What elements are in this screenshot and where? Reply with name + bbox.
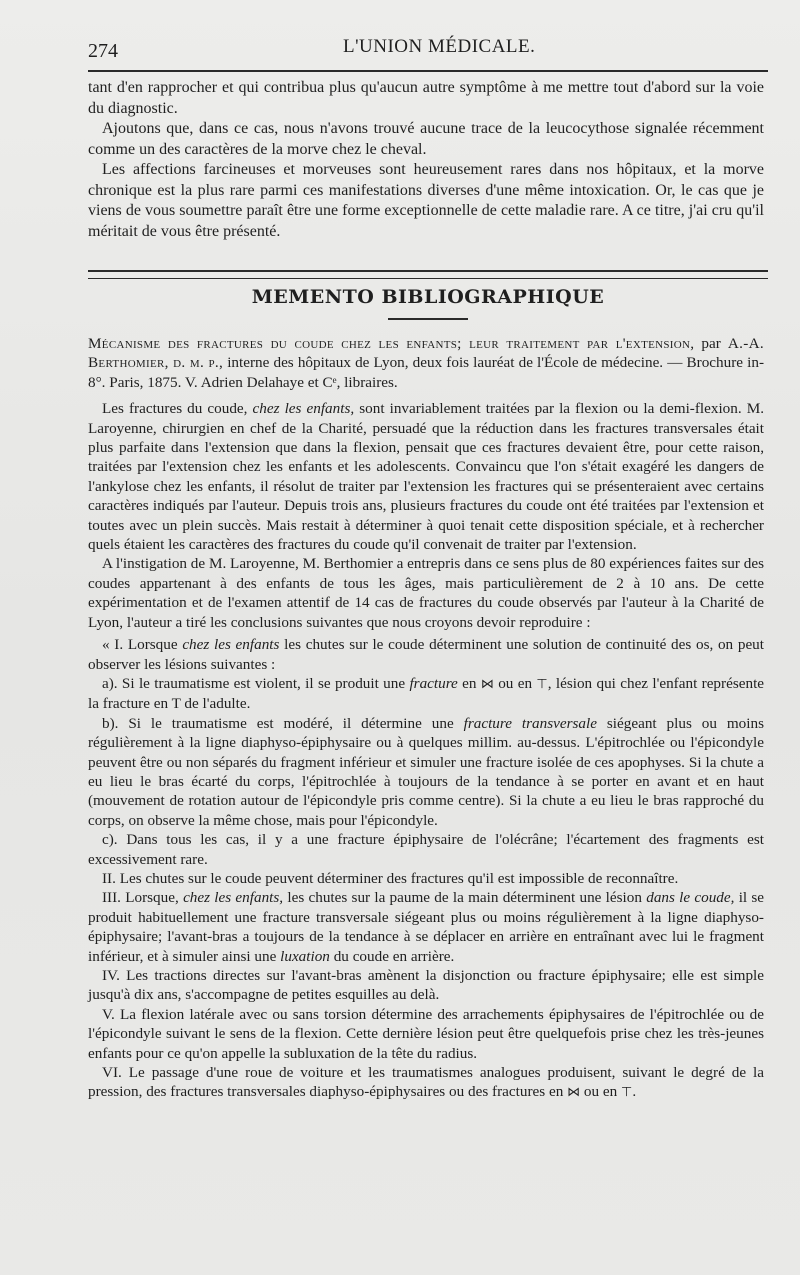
paragraph: Les affections farcineuses et morveuses sont heureusement rares dans nos hôpitaux, et la morve chronique est la plus rare parmi ces manifestations diverses d'une même intoxication. Or, le cas que je viens de vous soumettre paraît être une forme exceptionnelle de cette maladie rare. A ce titre, j'ai cru qu'il méritait de vous être présenté. xyxy=(88,161,764,240)
heading-underline xyxy=(388,318,468,320)
book-author: A.-A. Berthomier, d. m. p., xyxy=(88,335,764,372)
t-fracture-symbol: ⊤ xyxy=(536,676,548,692)
book-details: interne des hôpitaux de Lyon, deux fois lauréat de l'École de médecine. — Brochure in-8°. Paris, 1875. V. Adrien Delahaye et Cᵉ, libraires. xyxy=(88,354,764,391)
conclusion-v: V. La flexion latérale avec ou sans torsion détermine des arrachements épiphysaires de l'épitrochlée ou de l'épicondyle suivant le sens de la flexion. Cette dernière lésion peut être quelquefois prise chez les très-jeunes enfants pour ce qu'on appelle la subluxation de la tête du radius. xyxy=(88,1005,764,1062)
conclusion-b: b). Si le traumatisme est modéré, il détermine une fracture transversale siégeant plus ou moins régulièrement à la ligne diaphyso-épiphysaire ou à quelques millim. au-dessus. L'épitrochlée ou l'épicondyle peuvent être ou non séparés du fragment inférieur et simuler une fracture isolée de ces apophyses. Si la chute a eu lieu le bras écarté du corps, l'épitrochlée à toujours de la tendance à se porter en avant et en haut (mouvement de rotation autour de l'épicondyle pris comme centre). Si la chute a eu lieu le bras rapproché du corps, on observe la même chose, mais pour l'épicondyle. xyxy=(88,714,764,829)
conclusion-iv: IV. Les tractions directes sur l'avant-bras amènent la disjonction ou fracture épiphysaire; elle est simple jusqu'à dix ans, s'accompagne de petites esquilles au delà. xyxy=(88,967,764,1004)
conclusion-ii: II. Les chutes sur le coude peuvent déterminer des fractures qu'il est impossible de reconnaître. xyxy=(102,869,679,887)
t-fracture-symbol: ⊤ xyxy=(621,1085,633,1101)
paragraph: tant d'en rapprocher et qui contribua plus qu'aucun autre symptôme à me mettre tout d'abord sur la voie du diagnostic. xyxy=(88,79,764,117)
paragraph: A l'instigation de M. Laroyenne, M. Berthomier a entrepris dans ce sens plus de 80 expériences faites sur des coudes appartenant à des enfants de tous les âges, mais particulièrement de 2 à 10 ans. De cette expérimentation et de l'examen attentif de 14 cas de fractures du coude observés par l'auteur à la Charité de Lyon, l'auteur a tiré les conclusions suivantes que nous croyons devoir reproduire : xyxy=(88,555,764,631)
paragraph: Les fractures du coude, chez les enfants, sont invariablement traitées par la flexion ou la demi-flexion. M. Laroyenne, chirurgien en chef de la Charité, persuadé que la réduction dans les fractures transversales était plus parfaite dans l'extension que dans la flexion, pensait que ces fractures devaient être, pour cette raison, traitées par l'extension chez les enfants et les adolescents. Convaincu que l'on s'était exagéré les dangers de l'ankylose chez les enfants, il résolut de traiter par l'extension les fractures qui se présenteraient avec certains caractères indiqués par l'auteur. Depuis trois ans, plusieurs fractures du coude ont été traitées par l'extension et toutes avec un plein succès. Mais restait à déterminer à quoi tenait cette disposition spéciale, et à rechercher quels étaient les caractères des fractures du coude qu'il convenait de traiter par l'extension. xyxy=(88,400,765,554)
page-number: 274 xyxy=(88,40,118,62)
article-conclusion xyxy=(88,78,764,242)
running-head xyxy=(88,36,768,62)
book-review xyxy=(88,334,764,1103)
v-fracture-symbol: ⋈ xyxy=(480,676,494,692)
conclusion-c: c). Dans tous les cas, il y a une fracture épiphysaire de l'olécrâne; l'écartement des fragments est excessivement rare. xyxy=(88,831,764,868)
header-rule xyxy=(88,70,768,72)
conclusion-i: « I. Lorsque chez les enfants les chutes sur le coude déterminent une solution de continuité des os, on peut observer les lésions suivantes : xyxy=(88,636,764,673)
book-title: Mécanisme des fractures du coude chez les enfants; leur traitement par l'extension, xyxy=(88,335,695,352)
conclusion-vi: VI. Le passage d'une roue de voiture et les traumatismes analogues produisent, suivant le degré de la pression, des fractures transversales diaphyso-épiphysaires ou des fractures en ⋈ ou en ⊤. xyxy=(88,1064,764,1101)
conclusion-a: a). Si le traumatisme est violent, il se produit une fracture en ⋈ ou en ⊤, lésion qui chez l'enfant représente la fracture en T de l'adulte. xyxy=(88,674,765,713)
journal-title: L'UNION MÉDICALE. xyxy=(343,36,536,57)
paragraph: Ajoutons que, dans ce cas, nous n'avons trouvé aucune trace de la leucocythose signalée récemment comme un des caractères de la morve chez le cheval. xyxy=(88,120,764,158)
section-heading: MEMENTO BIBLIOGRAPHIQUE xyxy=(251,286,605,308)
conclusion-iii: III. Lorsque, chez les enfants, les chutes sur la paume de la main déterminent une lésion dans le coude, il se produit habituellement une fracture transversale siégeant plus ou moins régulièrement à la ligne diaphyso-épiphysaire; l'avant-bras a toujours de la tendance à se déplacer en arrière en entraînant avec lui le fragment inférieur, et à simuler ainsi une luxation du coude en arrière. xyxy=(88,889,765,965)
section-separator xyxy=(88,270,768,279)
book-reference: Mécanisme des fractures du coude chez les enfants; leur traitement par l'extension, par A.-A. Berthomier, d. m. p., interne des hôpitaux de Lyon, deux fois lauréat de l'École de médecine. — Brochure in-8°. Paris, 1875. V. Adrien Delahaye et Cᵉ, libraires. xyxy=(88,335,764,391)
v-fracture-symbol: ⋈ xyxy=(567,1085,581,1101)
